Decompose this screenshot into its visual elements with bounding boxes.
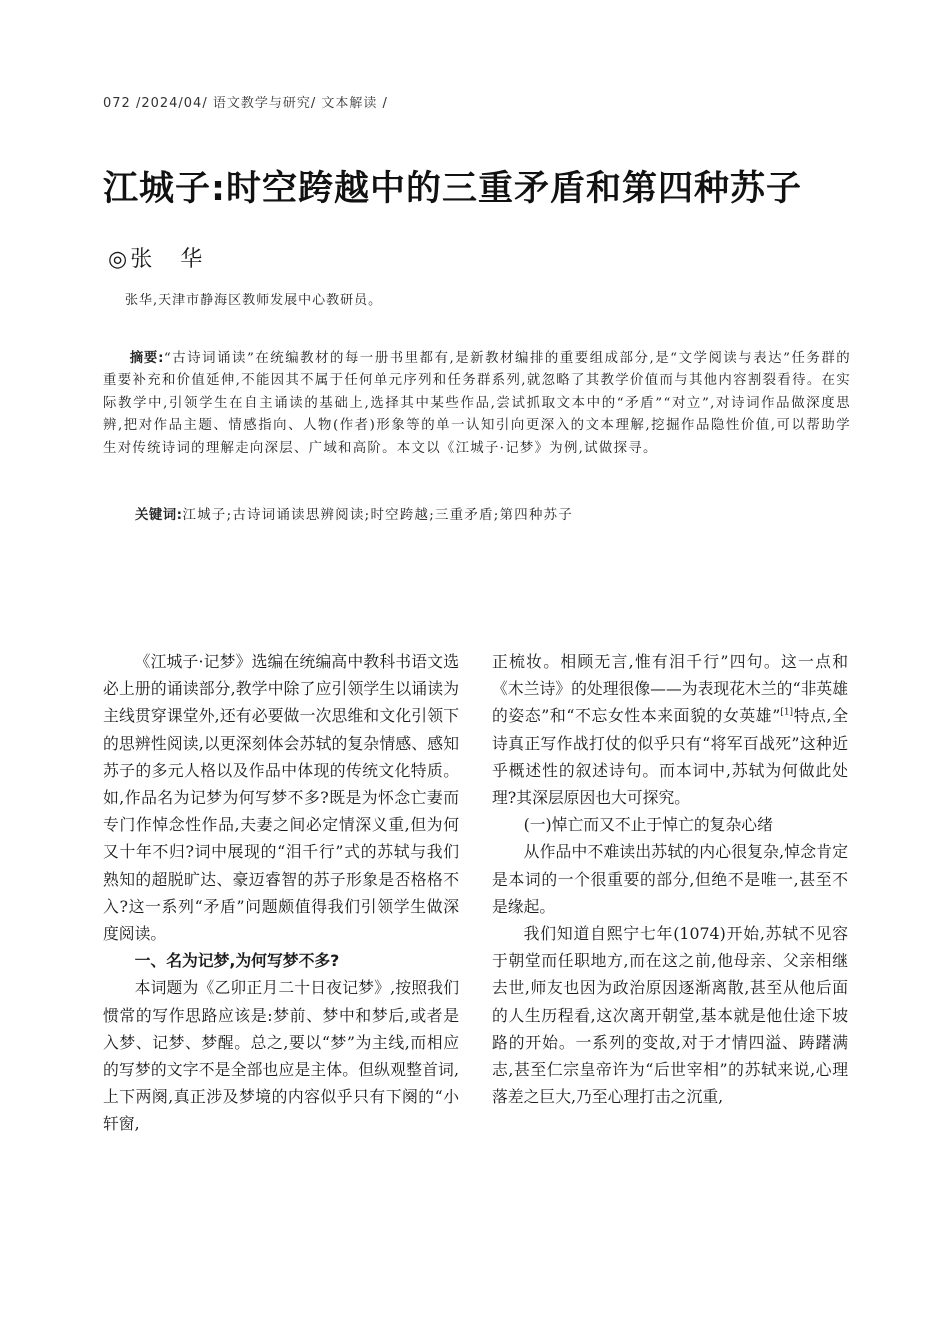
- body-paragraph-continued: [492, 648, 848, 811]
- paragraph-text: 特点,全诗真正写作战打仗的似乎只有“将军百战死”这种近乎概述性的叙述诗句。而本词中,苏轼为何做此处理?其深层原因也大可探究。: [492, 706, 848, 808]
- body-column-left: [103, 648, 459, 1138]
- body-paragraph: 本词题为《乙卯正月二十日夜记梦》,按照我们惯常的写作思路应该是:梦前、梦中和梦后,或者是入梦、记梦、梦醒。总之,要以“梦”为主线,而相应的写梦的文字不是全部也应是主体。但纵观整首词,上下两阕,真正涉及梦境的内容似乎只有下阕的“小轩窗,: [103, 978, 459, 1134]
- author-mark-icon: ◎: [108, 247, 129, 272]
- author-name: 张华: [130, 247, 231, 272]
- reference-marker: [1]: [780, 708, 794, 719]
- paragraph-text: 正梳妆。相顾无言,惟有泪千行”四句。这一点和《木兰诗》的处理很像——为表现花木兰的“非英雄的姿态”和“不忘女性本来面貌的女英雄”: [492, 652, 848, 726]
- section-heading: 一、名为记梦,为何写梦不多?: [134, 951, 340, 971]
- author-line: [108, 242, 230, 273]
- abstract-label: 摘要:: [129, 351, 164, 366]
- keywords-label: 关键词:: [135, 508, 183, 523]
- subsection-heading: (一)悼亡而又不止于悼亡的复杂心绪: [523, 815, 773, 835]
- abstract-text: “古诗词诵读”在统编教材的每一册书里都有,是新教材编排的重要组成部分,是“文学阅读与表达”任务群的重要补充和价值延伸,不能因其不属于任何单元序列和任务群系列,就忽略了其教学价值而与其他内容割裂看待。在实际教学中,引领学生在自主诵读的基础上,选择其中某些作品,尝试抓取文本中的“矛盾”“对立”,对诗词作品做深度思辨,把对作品主题、情感指向、人物(作者)形象等的单一认知引向更深入的文本理解,挖掘作品隐性价值,可以帮助学生对传统诗词的理解走向深层、广域和高阶。本文以《江城子·记梦》为例,试做探寻。: [103, 351, 851, 456]
- page-header: 072 /2024/04/ 语文教学与研究/ 文本解读 /: [103, 96, 388, 111]
- article-title: 江城子:时空跨越中的三重矛盾和第四种苏子: [103, 169, 802, 209]
- body-column-right: [492, 648, 848, 1110]
- author-bio: 张华,天津市静海区教师发展中心教研员。: [125, 293, 383, 308]
- body-paragraph: 从作品中不难读出苏轼的内心很复杂,悼念肯定是本词的一个很重要的部分,但绝不是唯一,甚至不是缘起。: [492, 842, 848, 916]
- abstract: [103, 348, 851, 460]
- body-paragraph: 《江城子·记梦》选编在统编高中教科书语文选必上册的诵读部分,教学中除了应引领学生以诵读为主线贯穿课堂外,还有必要做一次思维和文化引领下的思辨性阅读,以更深刻体会苏轼的复杂情感、感知苏子的多元人格以及作品中体现的传统文化特质。如,作品名为记梦为何写梦不多?既是为怀念亡妻而专门作悼念性作品,夫妻之间必定情深义重,但为何又十年不归?词中展现的“泪千行”式的苏轼与我们熟知的超脱旷达、豪迈睿智的苏子形象是否格格不入?这一系列“矛盾”问题颇值得我们引领学生做深度阅读。: [103, 652, 459, 944]
- keywords-text: 江城子;古诗词诵读思辨阅读;时空跨越;三重矛盾;第四种苏子: [182, 508, 574, 523]
- body-paragraph: 我们知道自熙宁七年(1074)开始,苏轼不见容于朝堂而任职地方,而在这之前,他母亲、父亲相继去世,师友也因为政治原因逐渐离散,甚至从他后面的人生历程看,这次离开朝堂,基本就是他仕途下坡路的开始。一系列的变故,对于才情四溢、踌躇满志,甚至仁宗皇帝许为“后世宰相”的苏轼来说,心理落差之巨大,乃至心理打击之沉重,: [492, 924, 848, 1107]
- keywords: [135, 505, 851, 527]
